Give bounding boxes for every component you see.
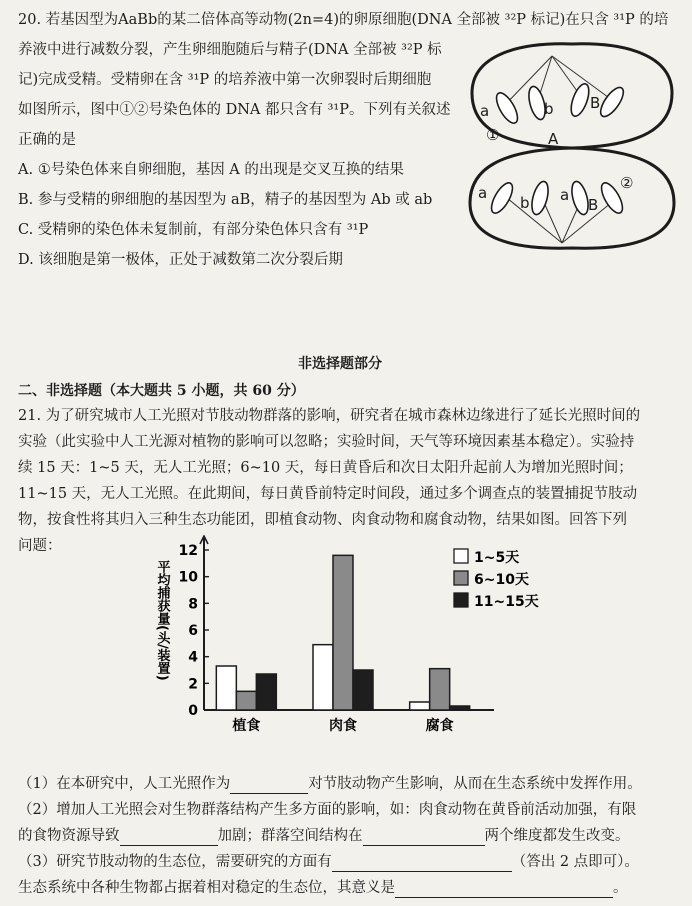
cell-outline — [470, 44, 674, 248]
bar-1-2 — [353, 670, 373, 710]
y-tick-label: 4 — [188, 649, 198, 666]
q20-line-2: 养液中进行减数分裂，产生卵细胞随后与精子(DNA 全部被 ³²P 标 — [18, 42, 442, 58]
x-tick-label: 植食 — [232, 718, 261, 734]
legend-label-0: 1~5天 — [474, 550, 520, 566]
q21-sub2-blank-1[interactable] — [120, 829, 218, 846]
legend-label-1: 6~10天 — [474, 572, 529, 588]
cell-division-figure — [462, 38, 682, 253]
legend-label-2: 11~15天 — [474, 594, 539, 610]
label-a-bottom-2: a — [560, 186, 570, 204]
q21-line-5: 物，按食性将其归入三种生态功能团，即植食动物、肉食动物和腐食动物，结果如图。回答下列 — [18, 512, 627, 528]
x-tick-label: 腐食 — [425, 718, 454, 734]
label-b-top: b — [544, 100, 554, 118]
q21-line-3: 续 15 天：1~5 天，无人工光照；6~10 天，每日黄昏后和次日太阳升起前人为增加光照时间； — [18, 460, 633, 476]
q20-option-a: A. ①号染色体来自卵细胞，基因 A 的出现是交叉互换的结果 — [18, 162, 404, 178]
q21-sub3-text-a: （3）研究节肢动物的生态位，需要研究的方面有 — [18, 854, 332, 870]
q20-line-5: 正确的是 — [18, 132, 76, 148]
bar-0-2 — [256, 674, 276, 710]
q20-option-d: D. 该细胞是第一极体，正处于减数第二次分裂后期 — [18, 252, 343, 268]
y-tick-label: 10 — [178, 569, 198, 586]
label-B-bottom: B — [588, 196, 599, 214]
q21-sub3-blank-2[interactable] — [395, 881, 613, 898]
q20-option-c: C. 受精卵的染色体未复制前，有部分染色体只含有 ³¹P — [18, 222, 369, 238]
q21-sub2-line1: （2）增加人工光照会对生物群落结构产生多方面的影响，如：肉食动物在黄昏前活动加强，有限 — [18, 802, 637, 818]
bar-2-1 — [430, 669, 450, 710]
q21-sub3-text-d: 。 — [613, 880, 628, 896]
y-axis-label: 平均捕获量(头/装置) — [154, 560, 170, 681]
label-circled-1: ① — [486, 126, 500, 144]
label-A-top: A — [548, 130, 559, 148]
label-circled-2: ② — [620, 174, 634, 192]
q21-sub1 — [18, 774, 642, 794]
q21-sub3-text-b: （答出 2 点即可）。 — [511, 854, 639, 870]
q21-sub2-text-a: 的食物资源导致 — [18, 828, 120, 844]
q20-option-b: B. 参与受精的卵细胞的基因型为 aB，精子的基因型为 Ab 或 ab — [18, 192, 433, 208]
bar-1-0 — [313, 645, 333, 710]
q21-sub1-text-b: 对节肢动物产生影响，从而在生态系统中发挥作用。 — [308, 776, 642, 792]
q21-sub2-line2 — [18, 826, 630, 846]
chart-legend — [454, 549, 539, 610]
q21-sub2-blank-2[interactable] — [363, 829, 485, 846]
q21-line-6: 问题： — [18, 538, 62, 554]
q21-line-4: 11~15 天，无人工光照。在此期间，每日黄昏前特定时间段，通过多个调查点的装置捕捉节肢动 — [18, 486, 638, 502]
y-tick-label: 2 — [188, 676, 198, 693]
q20-line-4: 如图所示，图中①②号染色体的 DNA 都只含有 ³¹P。下列有关叙述 — [18, 102, 451, 118]
label-a-bottom: a — [478, 184, 488, 202]
bar-2-2 — [450, 706, 470, 710]
q20-line-1: 20. 若基因型为AaBb的某二倍体高等动物(2n=4)的卵原细胞(DNA 全部被 ³²P 标记)在只含 ³¹P 的培 — [18, 12, 669, 28]
bar-0-0 — [216, 666, 236, 710]
q21-sub3-text-c: 生态系统中各种生物都占据着相对稳定的生态位，其意义是 — [18, 880, 395, 896]
q21-sub2-text-c: 两个维度都发生改变。 — [484, 828, 630, 844]
bar-1-1 — [333, 555, 353, 710]
q21-sub2-text-b: 加剧；群落空间结构在 — [217, 828, 363, 844]
q21-sub3-line2 — [18, 878, 628, 898]
q21-line-1: 21. 为了研究城市人工光照对节肢动物群落的影响，研究者在城市森林边缘进行了延长光照时间的 — [18, 408, 641, 424]
legend-swatch-0 — [454, 549, 468, 563]
bar-0-1 — [236, 691, 256, 710]
q21-line-2: 实验（此实验中人工光源对植物的影响可以忽略；实验时间，天气等环境因素基本稳定）。实验持 — [18, 434, 635, 450]
section-heading: 非选择题部分 — [298, 356, 382, 372]
bar-2-0 — [410, 702, 430, 710]
x-tick-label: 肉食 — [329, 718, 357, 734]
bar-chart — [150, 535, 550, 735]
q21-sub1-text-a: （1）在本研究中，人工光照作为 — [18, 776, 231, 792]
y-tick-label: 0 — [188, 703, 198, 719]
label-a-top: a — [480, 102, 490, 120]
legend-swatch-2 — [454, 593, 468, 607]
legend-swatch-1 — [454, 571, 468, 585]
q21-sub3-blank-1[interactable] — [332, 855, 512, 872]
label-b-bottom: b — [520, 194, 530, 212]
q21-sub3-line1 — [18, 852, 639, 872]
label-B-top: B — [590, 94, 601, 112]
chart-bars — [216, 555, 469, 710]
y-tick-label: 6 — [188, 623, 198, 639]
q20-line-3: 记)完成受精。受精卵在含 ³¹P 的培养液中第一次卵裂时后期细胞 — [18, 72, 432, 88]
part2-heading: 二、非选择题（本大题共 5 小题，共 60 分） — [18, 383, 305, 399]
y-tick-label: 8 — [188, 596, 198, 613]
y-tick-label: 12 — [178, 543, 198, 559]
q21-sub1-blank[interactable] — [230, 777, 308, 794]
